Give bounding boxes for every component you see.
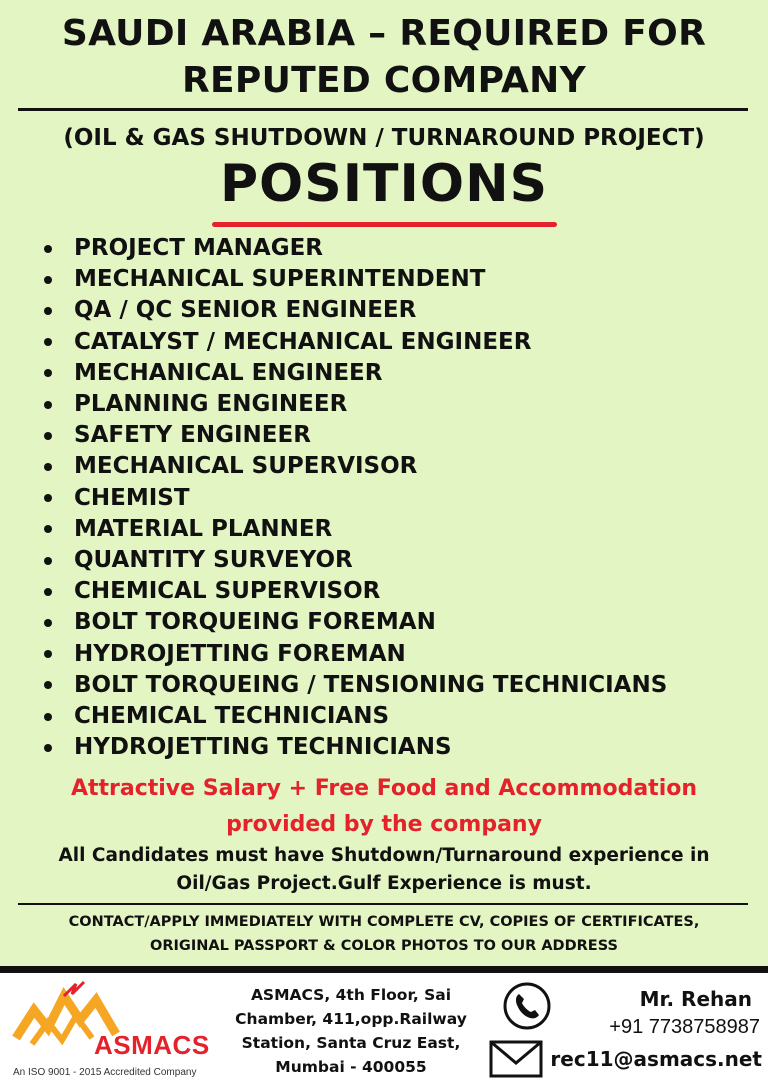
position-label: PLANNING ENGINEER	[74, 391, 348, 418]
benefits-line-2: provided by the company	[226, 812, 542, 837]
contact-phone[interactable]: +91 7738758987	[609, 1016, 760, 1038]
position-label: SAFETY ENGINEER	[74, 422, 311, 449]
position-label: QUANTITY SURVEYOR	[74, 547, 353, 574]
title-line-2: REPUTED COMPANY	[182, 60, 586, 101]
benefits-text	[0, 771, 768, 843]
position-label: MECHANICAL ENGINEER	[74, 359, 383, 386]
bullet-icon	[44, 557, 52, 565]
contact-name: Mr. Rehan	[639, 987, 752, 1011]
page-title	[0, 10, 768, 104]
position-label: BOLT TORQUEING FOREMAN	[74, 609, 436, 636]
list-item	[44, 358, 759, 389]
top-divider	[18, 108, 748, 111]
address-line: Mumbai - 400055	[275, 1058, 427, 1076]
heading-underline	[212, 222, 557, 227]
position-label: PROJECT MANAGER	[74, 235, 324, 261]
list-item	[44, 233, 759, 264]
requirement-line-2: Oil/Gas Project.Gulf Experience is must.	[176, 873, 592, 894]
bullet-icon	[44, 650, 52, 658]
positions-list	[44, 233, 759, 763]
company-logo	[10, 978, 220, 1082]
position-label: MATERIAL PLANNER	[74, 515, 333, 542]
list-item	[44, 389, 759, 420]
position-label: MECHANICAL SUPERVISOR	[74, 453, 418, 480]
bullet-icon	[44, 245, 52, 253]
company-address	[222, 983, 480, 1079]
bullet-icon	[44, 369, 52, 377]
project-subtitle: (OIL & GAS SHUTDOWN / TURNAROUND PROJECT)	[63, 125, 705, 151]
list-item	[44, 264, 759, 295]
position-label: CHEMICAL SUPERVISOR	[74, 578, 381, 605]
list-item	[44, 576, 759, 607]
position-label: HYDROJETTING TECHNICIANS	[74, 734, 452, 761]
list-item	[44, 483, 759, 514]
list-item	[44, 732, 759, 763]
list-item	[44, 545, 759, 576]
position-label: QA / QC SENIOR ENGINEER	[74, 297, 417, 324]
footer-divider	[0, 966, 768, 973]
position-label: MECHANICAL SUPERINTENDENT	[74, 266, 486, 293]
bullet-icon	[44, 619, 52, 627]
bullet-icon	[44, 307, 52, 315]
address-line: Station, Santa Cruz East,	[241, 1034, 461, 1052]
benefits-line-1: Attractive Salary + Free Food and Accommodation	[70, 776, 698, 801]
address-line: Chamber, 411,opp.Railway	[235, 1010, 467, 1028]
list-item	[44, 451, 759, 482]
bullet-icon	[44, 276, 52, 284]
apply-instructions	[0, 910, 768, 958]
footer	[0, 973, 768, 1087]
bullet-icon	[44, 338, 52, 346]
position-label: BOLT TORQUEING / TENSIONING TECHNICIANS	[74, 671, 668, 698]
position-label: CATALYST / MECHANICAL ENGINEER	[74, 328, 532, 355]
list-item	[44, 295, 759, 326]
list-item	[44, 607, 759, 638]
address-line: ASMACS, 4th Floor, Sai	[250, 986, 452, 1004]
phone-icon	[502, 981, 552, 1031]
logo-tagline: An ISO 9001 - 2015 Accredited Company	[13, 1067, 197, 1078]
requirement-text	[0, 842, 768, 898]
bullet-icon	[44, 744, 52, 752]
bullet-icon	[44, 432, 52, 440]
title-line-1: SAUDI ARABIA – REQUIRED FOR	[61, 13, 707, 54]
requirement-line-1: All Candidates must have Shutdown/Turnaround experience in	[58, 845, 710, 866]
list-item	[44, 670, 759, 701]
logo-wordmark: ASMACS	[94, 1030, 210, 1060]
position-label: HYDROJETTING FOREMAN	[74, 640, 406, 667]
apply-line-1: CONTACT/APPLY IMMEDIATELY WITH COMPLETE CV, COPIES OF CERTIFICATES,	[68, 914, 700, 930]
positions-heading: POSITIONS	[219, 154, 549, 214]
list-item	[44, 639, 759, 670]
bullet-icon	[44, 525, 52, 533]
contact-email[interactable]: rec11@asmacs.net	[550, 1047, 762, 1071]
bullet-icon	[44, 713, 52, 721]
bullet-icon	[44, 494, 52, 502]
bullet-icon	[44, 463, 52, 471]
list-item	[44, 327, 759, 358]
bullet-icon	[44, 681, 52, 689]
apply-line-2: ORIGINAL PASSPORT & COLOR PHOTOS TO OUR ADDRESS	[150, 938, 618, 954]
mail-icon	[489, 1039, 543, 1079]
list-item	[44, 701, 759, 732]
list-item	[44, 514, 759, 545]
list-item	[44, 420, 759, 451]
position-label: CHEMIST	[74, 484, 190, 511]
position-label: CHEMICAL TECHNICIANS	[74, 703, 390, 730]
bullet-icon	[44, 401, 52, 409]
middle-divider	[18, 903, 748, 905]
bullet-icon	[44, 588, 52, 596]
